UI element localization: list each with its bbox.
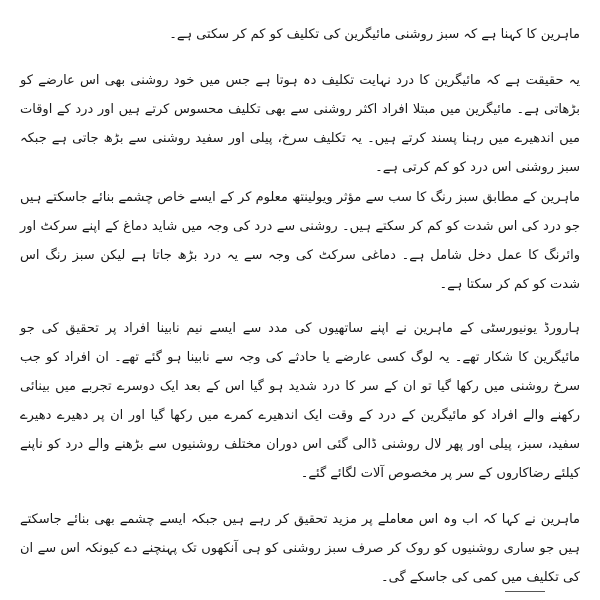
- article-paragraph-5: ماہرین نے کہا کہ اب وہ اس معاملے پر مزید تحقیق کر رہے ہیں جبکہ ایسے چشمے بھی بنائے جاسکتے ہیں جو ساری روشنیوں کو روک کر صرف سبز روشنی کو ہی آنکھوں تک پہنچنے دے کیونکہ اس سے ان کی تکلیف میں کمی کی جاسکے گی۔: [20, 512, 580, 585]
- article-paragraph-3: ماہرین کے مطابق سبز رنگ کا سب سے مؤثر ویولینتھ معلوم کر کے ایسے خاص چشمے بنائے جاسکتے ہیں جو درد کی اس شدت کو کم کر سکتے ہیں۔ روشنی سے درد کی وجہ میں شاید دماغ کے اپنے سرکٹ اور وائرنگ کا عمل دخل شامل ہے۔ دماغی سرکٹ کی وجہ سے یہ درد بڑھ جاتا ہے لیکن سبز رنگ اس شدت کو کم کر سکتا ہے۔: [20, 190, 580, 292]
- article-paragraph-4: ہارورڈ یونیورسٹی کے ماہرین نے اپنے ساتھیوں کی مدد سے ایسے نیم نابینا افراد پر تحقیق کی جو مائیگرین کا شکار تھے۔ یہ لوگ کسی عارضے یا حادثے کی وجہ سے نابینا ہو گئے تھے۔ ان افراد کو جب سرخ روشنی میں رکھا گیا تو ان کے سر کا درد شدید ہو گیا اس کے بعد ایک دوسرے تجربے میں بینائی رکھنے والے افراد کو مائیگرین کے درد کے وقت ایک اندھیرے کمرے میں رکھا گیا اور ان پر دھیرے دھیرے سفید، سبز، پیلی اور پھر لال روشنی ڈالی گئی اس دوران مختلف روشنیوں سے بڑھنے والے درد کو ناپنے کیلئے رضاکاروں کے سر پر مخصوص آلات لگائے گئے۔: [20, 321, 580, 481]
- article-paragraph-1: ماہرین کا کہنا ہے کہ سبز روشنی مائیگرین کی تکلیف کو کم کر سکتی ہے۔: [169, 27, 580, 42]
- article-paragraph-2: یہ حقیقت ہے کہ مائیگرین کا درد نہایت تکلیف دہ ہوتا ہے جس میں خود روشنی بھی اس عارضے کو بڑھاتی ہے۔ مائیگرین میں مبتلا افراد اکثر روشنی سے بھی تکلیف محسوس کرتے ہیں اور درد کے اوقات میں اندھیرے میں رہنا پسند کرتے ہیں۔ یہ تکلیف سرخ، پیلی اور سفید روشنی سے بڑھ جاتی ہے جبکہ سبز روشنی اس درد کو کم کرتی ہے۔: [20, 73, 580, 175]
- page-bottom-divider: [505, 591, 545, 596]
